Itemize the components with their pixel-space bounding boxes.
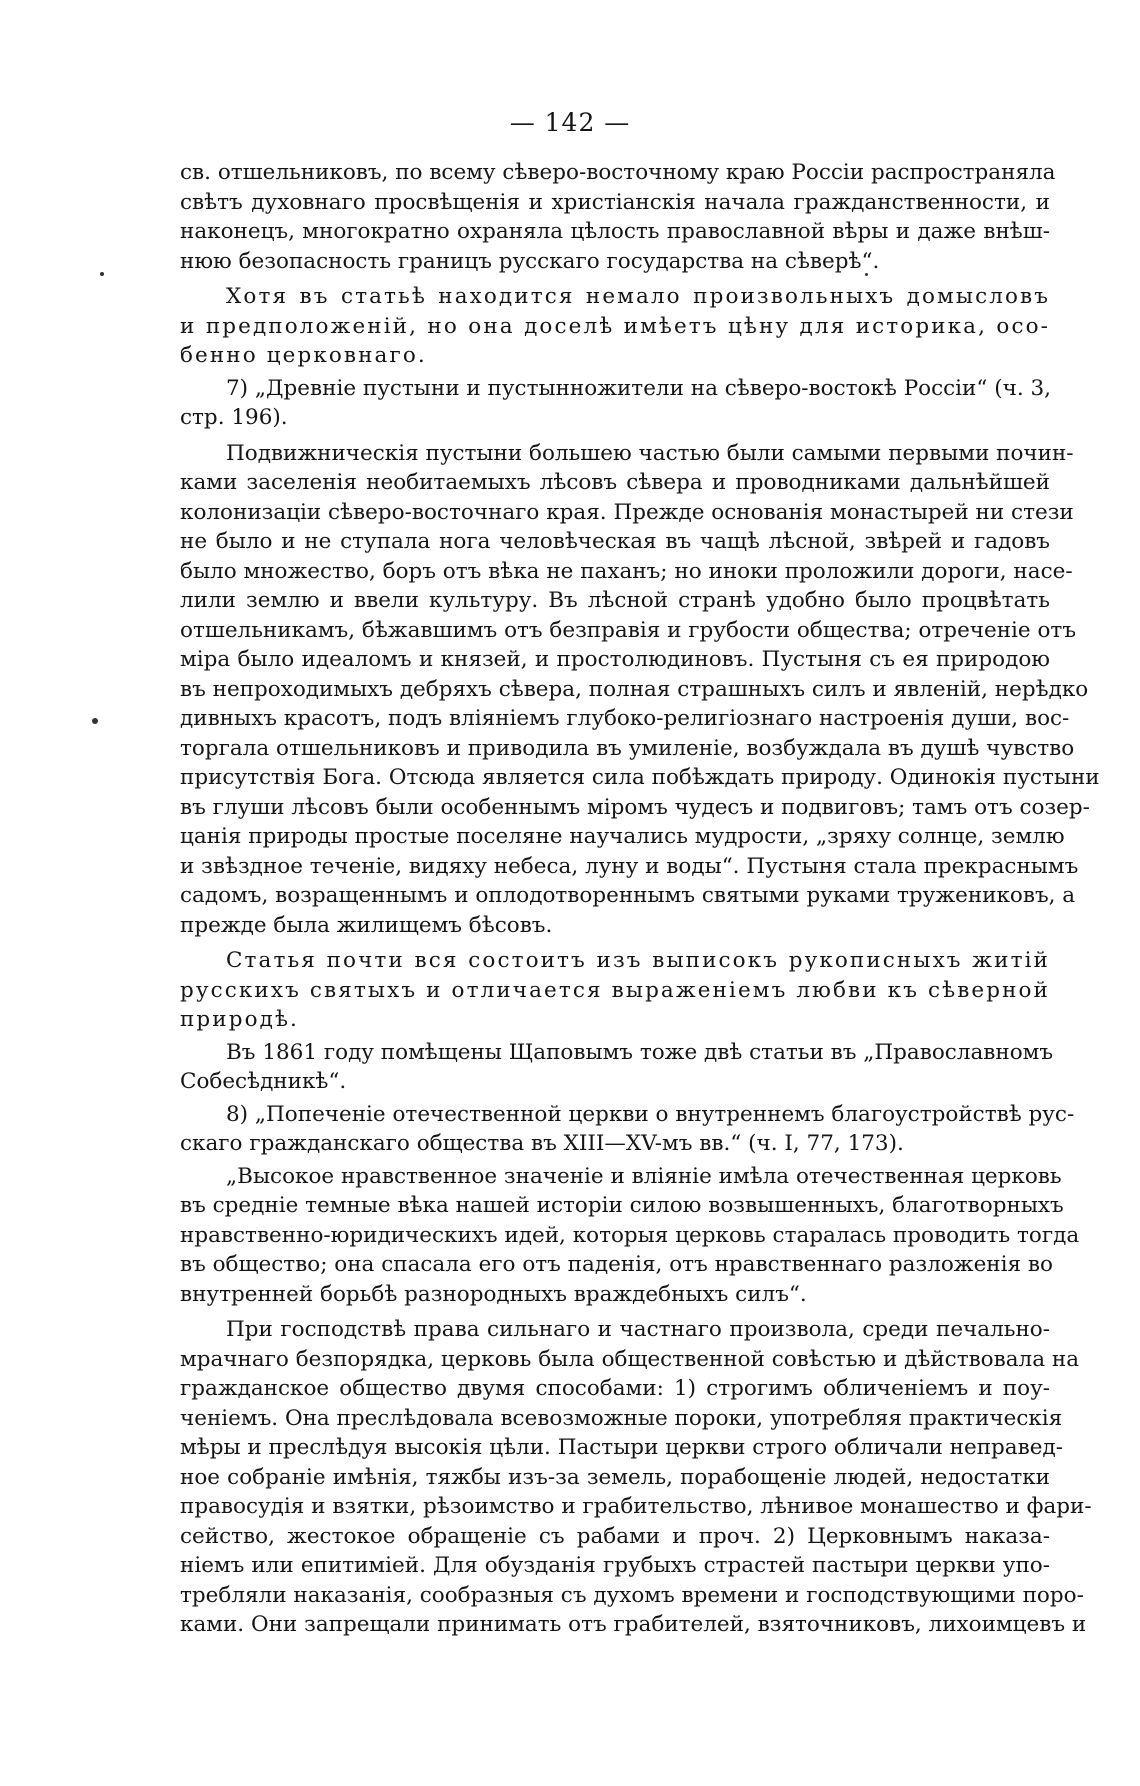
text-line: садомъ, возращеннымъ и оплодотвореннымъ святыми руками тружениковъ, а: [180, 883, 1076, 908]
text-line: 8) „Попеченіе отечественной церкви о внутреннемъ благоустройствѣ рус-: [226, 1101, 1075, 1127]
text-line: бенно церковнаго.: [180, 343, 427, 368]
text-line: было множество, боръ отъ вѣка не паханъ; но иноки проложили дороги, насе-: [180, 558, 1073, 584]
paragraph-5: [180, 946, 1050, 1035]
text-line: торгала отшельниковъ и приводила въ умиленіе, возбуждала въ душѣ чувство: [180, 735, 1075, 761]
text-line: колонизаціи сѣверо-восточнаго края. Прежде основанія монастырей ни стези: [180, 499, 1074, 525]
scan-speck: [865, 273, 868, 276]
paragraph-9: [180, 1315, 1092, 1640]
text-line: 7) „Древніе пустыни и пустынножители на сѣверо-востокѣ Россіи“ (ч. 3,: [226, 375, 1051, 401]
text-line: требляли наказанія, сообразныя съ духомъ времени и господствующими поро-: [180, 1582, 1084, 1608]
paragraph-1: [180, 158, 1056, 276]
page-number: — 142 —: [509, 108, 631, 137]
paragraph-6: [180, 1038, 1054, 1097]
text-line: лили землю и ввели культуру. Въ лѣсной странѣ удобно было процвѣтать: [180, 588, 1050, 613]
text-line: Собесѣдникѣ“.: [180, 1069, 347, 1094]
text-line: Статья почти вся состоитъ изъ выписокъ рукописныхъ житій: [226, 948, 1050, 973]
text-line: внутренней борьбѣ разнородныхъ враждебныхъ силъ“.: [180, 1281, 807, 1307]
page-body: [180, 158, 1100, 1640]
text-line: правосудія и взятки, рѣзоимство и грабительство, лѣнивое монашество и фари-: [180, 1494, 1092, 1519]
text-line: св. отшельниковъ, по всему сѣверо-восточному краю Россіи распространяла: [180, 160, 1056, 185]
paragraph-7: [180, 1100, 1075, 1159]
text-line: не было и не ступала нога человѣческая въ чащѣ лѣсной, звѣрей и гадовъ: [180, 529, 1050, 554]
text-line: стр. 196).: [180, 405, 288, 430]
text-line: въ общество; она спасала его отъ паденія, отъ нравственнаго разложенія во: [180, 1252, 1053, 1277]
text-line: скаго гражданскаго общества въ XIII—XV-мъ вв.“ (ч. I, 77, 173).: [180, 1131, 904, 1156]
text-line: и звѣздное теченіе, видяху небеса, луну и воды“. Пустыня стала прекраснымъ: [180, 853, 1079, 879]
text-line: гражданское общество двумя способами: 1) строгимъ обличеніемъ и поу-: [180, 1376, 1050, 1401]
text-line: Въ 1861 году помѣщены Щаповымъ тоже двѣ статьи въ „Православномъ: [226, 1039, 1054, 1065]
text-line: въ глуши лѣсовъ были особеннымъ міромъ чудесъ и подвиговъ; тамъ отъ созер-: [180, 794, 1090, 820]
text-line: міра было идеаломъ и князей, и простолюдиновъ. Пустыня съ ея природою: [180, 647, 1050, 672]
text-line: нюю безопасность границъ русскаго государства на сѣверѣ“.: [180, 248, 880, 274]
text-line: природѣ.: [180, 1007, 299, 1032]
text-line: прежде была жилищемъ бѣсовъ.: [180, 912, 553, 938]
text-line: дивныхъ красотъ, подъ вліяніемъ глубоко-религіознаго настроенія души, вос-: [180, 706, 1070, 731]
text-line: ками. Они запрещали принимать отъ грабителей, взяточниковъ, лихоимцевъ и: [180, 1612, 1087, 1637]
text-line: ніемъ или епитиміей. Для обузданія грубыхъ страстей пастыри церкви упо-: [180, 1553, 1050, 1578]
text-line: и предположеній, но она доселѣ имѣетъ цѣну для историка, осо-: [180, 313, 1050, 339]
text-line: ченіемъ. Она преслѣдовала всевозможные пороки, употребляя практическія: [180, 1405, 1063, 1431]
scan-speck: [100, 272, 104, 276]
text-line: „Высокое нравственное значеніе и вліяніе имѣла отечественная церковь: [226, 1163, 1062, 1189]
text-line: сейство, жестокое обращеніе съ рабами и проч. 2) Церковнымъ наказа-: [180, 1523, 1050, 1549]
text-line: ками заселенія необитаемыхъ лѣсовъ сѣвера и проводниками дальнѣйшей: [180, 470, 1050, 495]
text-line: русскихъ святыхъ и отличается выраженіемъ любви къ сѣверной: [180, 977, 1050, 1003]
text-line: отшельникамъ, бѣжавшимъ отъ безправія и грубости общества; отреченіе отъ: [180, 617, 1077, 643]
text-line: При господствѣ права сильнаго и частнаго произвола, среди печально-: [226, 1317, 1050, 1342]
text-line: присутствія Бога. Отсюда является сила побѣждать природу. Одинокія пустыни: [180, 765, 1100, 790]
text-line: цанія природы простые поселяне научались мудрости, „зряху солнце, землю: [180, 824, 1065, 849]
text-line: Подвижническія пустыни большею частью были самыми первыми почин-: [226, 440, 1074, 466]
text-line: наконецъ, многократно охраняла цѣлость православной вѣры и даже внѣш-: [180, 219, 1050, 244]
paragraph-3: [180, 374, 1050, 433]
text-line: въ средніе темные вѣка нашей исторіи силою возвышенныхъ, благотворныхъ: [180, 1193, 1064, 1218]
text-line: мѣры и преслѣдуя высокія цѣли. Пастыри церкви строго обличали неправед-: [180, 1435, 1063, 1460]
paragraph-4: [180, 439, 1100, 941]
text-line: свѣтъ духовнаго просвѣщенія и христіанскія начала гражданственности, и: [180, 189, 1050, 215]
text-line: въ непроходимыхъ дебряхъ сѣвера, полная страшныхъ силъ и явленій, нерѣдко: [180, 676, 1089, 702]
paragraph-8: [180, 1162, 1080, 1310]
paragraph-2: [180, 282, 1050, 371]
scan-speck: [92, 718, 98, 724]
text-line: ное собраніе имѣнія, тяжбы изъ-за земель, порабощеніе людей, недостатки: [180, 1464, 1050, 1490]
text-line: нравственно-юридическихъ идей, которыя церковь старалась проводить тогда: [180, 1222, 1080, 1248]
text-line: мрачнаго безпорядка, церковь была общественной совѣстью и дѣйствовала на: [180, 1346, 1080, 1372]
text-line: Хотя въ статьѣ находится немало произвольныхъ домысловъ: [226, 284, 1050, 309]
